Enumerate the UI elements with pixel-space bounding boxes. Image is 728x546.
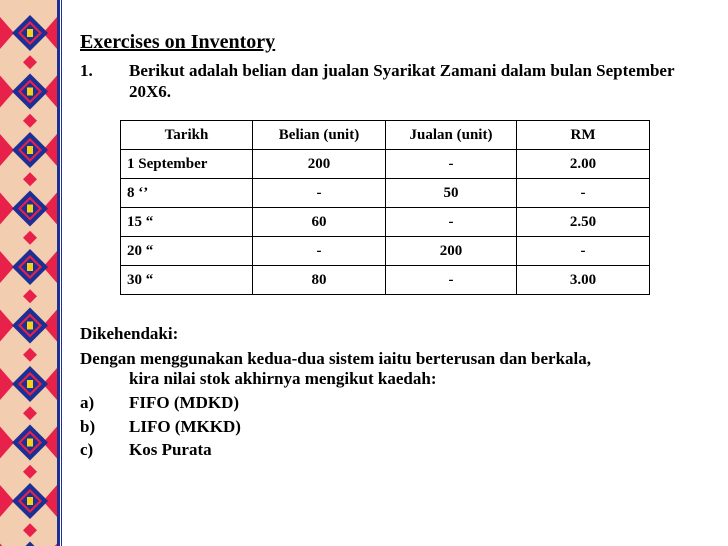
cell-rm: 2.00: [517, 150, 650, 179]
border-motif-shape: [0, 368, 14, 400]
border-motif-center: [27, 497, 33, 505]
border-motif-shape: [0, 251, 14, 283]
list-item-label: a): [80, 393, 95, 412]
cell-jualan: -: [386, 266, 517, 295]
table-row: [121, 266, 650, 295]
inventory-table: [120, 120, 650, 295]
border-motif-shape: [23, 523, 37, 537]
cell-rm: -: [517, 237, 650, 266]
border-motif-center: [27, 322, 33, 330]
border-motif-center: [27, 380, 33, 388]
border-motif-center: [27, 146, 33, 154]
border-motif-shape: [23, 465, 37, 479]
border-motif-center: [27, 263, 33, 271]
border-motif-shape: [0, 134, 14, 166]
cell-jualan: -: [386, 208, 517, 237]
border-motif-shape: [0, 76, 14, 108]
border-motif-center: [27, 439, 33, 447]
cell-tarikh: 1 September: [121, 150, 253, 179]
table-row: [121, 179, 650, 208]
border-pattern: [0, 0, 58, 546]
question-number: 1.: [80, 61, 93, 80]
border-motif-center: [27, 88, 33, 96]
question-text: Berikut adalah belian dan jualan Syarikat Zamani dalam bulan September 20X6.: [129, 61, 675, 101]
col-header-belian: Belian (unit): [253, 121, 386, 150]
cell-tarikh: 20 “: [121, 237, 253, 266]
border-motif-shape: [23, 55, 37, 69]
table-row: [121, 237, 650, 266]
requirements-instruction-line1: Dengan menggunakan kedua-dua sistem iaitu berterusan dan berkala,: [80, 349, 592, 368]
cell-tarikh: 8 ‘’: [121, 179, 253, 208]
border-motif-shape: [0, 193, 14, 225]
border-motif-shape: [12, 542, 48, 546]
cell-belian: -: [253, 179, 386, 208]
border-motif-center: [27, 205, 33, 213]
list-item-label: b): [80, 417, 96, 436]
border-motif-shape: [23, 289, 37, 303]
list-item-text: Kos Purata: [129, 440, 212, 459]
border-motif-shape: [0, 427, 14, 459]
border-motif-shape: [23, 231, 37, 245]
border-divider-thin: [61, 0, 62, 546]
decorative-border: [0, 0, 58, 546]
border-motif-shape: [0, 310, 14, 342]
table-row: [121, 150, 650, 179]
border-motif-shape: [0, 17, 14, 49]
requirements-header: Dikehendaki:: [80, 324, 179, 343]
border-motif-shape: [23, 406, 37, 420]
cell-tarikh: 30 “: [121, 266, 253, 295]
cell-jualan: -: [386, 150, 517, 179]
table-header-row: [121, 121, 650, 150]
border-motif-shape: [0, 485, 14, 517]
cell-rm: 3.00: [517, 266, 650, 295]
cell-rm: -: [517, 179, 650, 208]
slide-title: Exercises on Inventory: [80, 31, 276, 53]
cell-jualan: 200: [386, 237, 517, 266]
cell-rm: 2.50: [517, 208, 650, 237]
border-divider: [57, 0, 60, 546]
border-motif-shape: [23, 348, 37, 362]
border-motif-shape: [23, 172, 37, 186]
col-header-tarikh: Tarikh: [121, 121, 253, 150]
table-row: [121, 208, 650, 237]
requirements-instruction-line2: kira nilai stok akhirnya mengikut kaedah:: [129, 369, 437, 388]
list-item-text: FIFO (MDKD): [129, 393, 240, 412]
cell-jualan: 50: [386, 179, 517, 208]
cell-belian: 60: [253, 208, 386, 237]
cell-belian: 200: [253, 150, 386, 179]
col-header-jualan: Jualan (unit): [386, 121, 517, 150]
border-motif-center: [27, 29, 33, 37]
list-item-label: c): [80, 440, 94, 459]
cell-belian: 80: [253, 266, 386, 295]
cell-belian: -: [253, 237, 386, 266]
col-header-rm: RM: [517, 121, 650, 150]
border-motif-shape: [23, 114, 37, 128]
list-item-text: LIFO (MKKD): [129, 417, 241, 436]
cell-tarikh: 15 “: [121, 208, 253, 237]
